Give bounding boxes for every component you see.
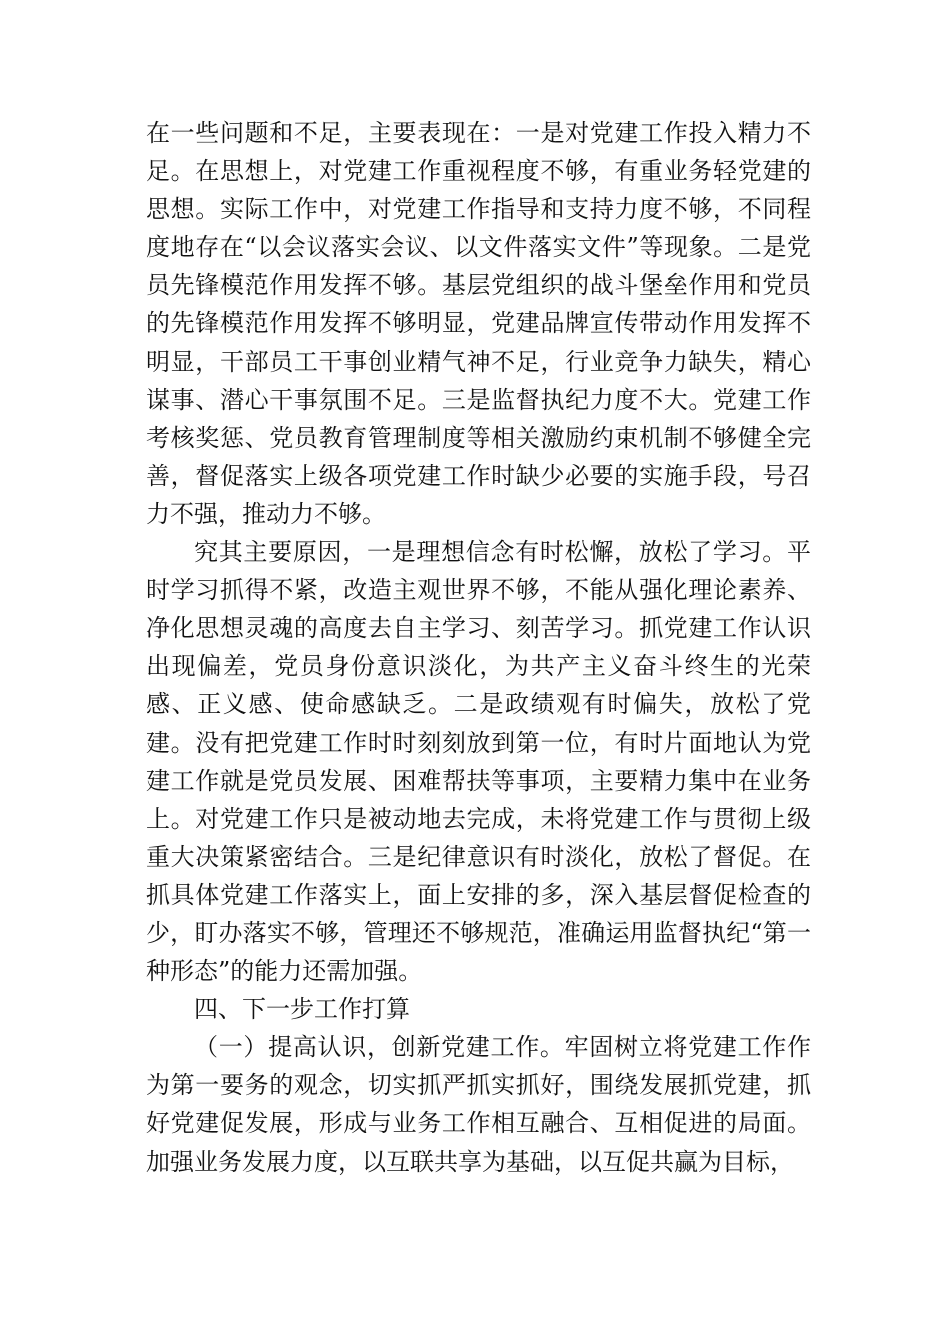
document-body [146, 114, 811, 1181]
paragraph-problems: 在一些问题和不足，主要表现在：一是对党建工作投入精力不足。在思想上，对党建工作重视程度不够，有重业务轻党建的思想。实际工作中，对党建工作指导和支持力度不够，不同程度地存在“以会议落实会议、以文件落实文件”等现象。二是党员先锋模范作用发挥不够。基层党组织的战斗堡垒作用和党员的先锋模范作用发挥不够明显，党建品牌宣传带动作用发挥不明显，干部员工干事创业精气神不足，行业竞争力缺失，精心谋事、潜心干事氛围不足。三是监督执纪力度不大。党建工作考核奖惩、党员教育管理制度等相关激励约束机制不够健全完善，督促落实上级各项党建工作时缺少必要的实施手段，号召力不强，推动力不够。 [146, 119, 811, 528]
section-heading-next-steps: 四、下一步工作打算 [194, 995, 410, 1024]
paragraph-causes: 究其主要原因，一是理想信念有时松懈，放松了学习。平时学习抓得不紧，改造主观世界不够，不能从强化理论素养、净化思想灵魂的高度去自主学习、刻苦学习。抓党建工作认识出现偏差，党员身份意识淡化，为共产主义奋斗终生的光荣感、正义感、使命感缺乏。二是政绩观有时偏失，放松了党建。没有把党建工作时时刻刻放到第一位，有时片面地认为党建工作就是党员发展、困难帮扶等事项，主要精力集中在业务上。对党建工作只是被动地去完成，未将党建工作与贯彻上级重大决策紧密结合。三是纪律意识有时淡化，放松了督促。在抓具体党建工作落实上，面上安排的多，深入基层督促检查的少，盯办落实不够，管理还不够规范，准确运用监督执纪“第一种形态”的能力还需加强。 [146, 538, 811, 986]
paragraph-improve-awareness: （一）提高认识，创新党建工作。牢固树立将党建工作作为第一要务的观念，切实抓严抓实抓好，围绕发展抓党建，抓好党建促发展，形成与业务工作相互融合、互相促进的局面。加强业务发展力度，以互联共享为基础，以互促共赢为目标， [146, 1033, 811, 1176]
